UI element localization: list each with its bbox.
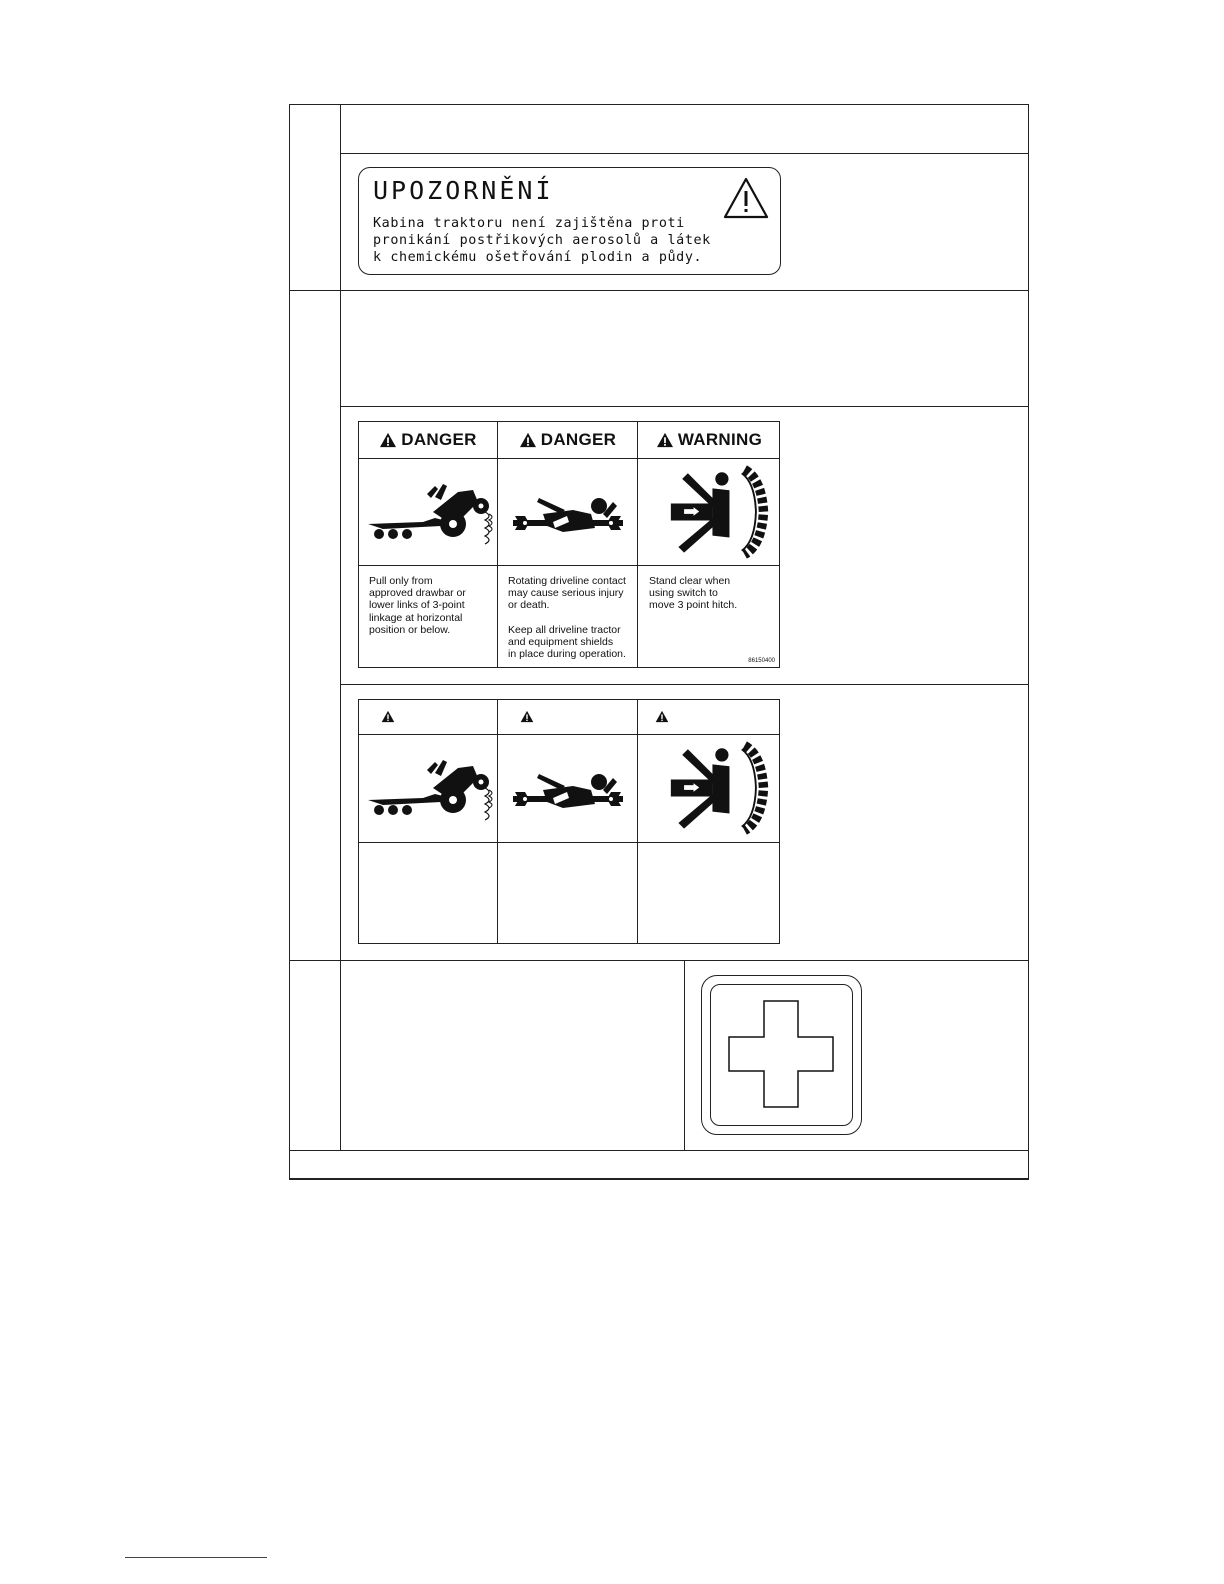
- decal-line: Kabina traktoru není zajištěna proti: [373, 216, 685, 231]
- driveline-entanglement-icon: [503, 748, 633, 828]
- panel-message: Stand clear when using switch to move 3 point hitch.: [649, 575, 738, 612]
- panel-header-warning: WARNING: [638, 422, 780, 458]
- hazard-alert-icon: [381, 710, 395, 723]
- part-number: 86150400: [748, 658, 775, 664]
- decal-line: k chemickému ošetřování plodin a půdy.: [373, 250, 703, 265]
- tractor-drawbar-hazard-icon: [363, 748, 493, 828]
- footer-link-underline[interactable]: [125, 1557, 267, 1558]
- czech-warning-decal: [358, 167, 781, 275]
- panel-message: Rotating driveline contact may cause serious injury or death. Keep all driveline tractor and equipment shields in place during operation.: [508, 575, 626, 661]
- panel-header-danger: DANGER: [359, 422, 497, 458]
- hazard-alert-icon: [379, 432, 397, 448]
- hitch-crush-hazard-icon: [649, 736, 774, 840]
- hitch-crush-hazard-icon: [649, 460, 774, 564]
- english-safety-decal: [358, 421, 780, 668]
- first-aid-cross-icon: [728, 1000, 834, 1108]
- hazard-alert-icon: [656, 432, 674, 448]
- decal-line: pronikání postřikových aerosolů a látek: [373, 233, 711, 248]
- panel-message: Pull only from approved drawbar or lower links of 3-point linkage at horizontal position or below.: [369, 575, 466, 636]
- blank-safety-decal: [358, 699, 780, 944]
- decal-title: UPOZORNĚNÍ: [373, 176, 554, 205]
- warning-triangle-icon: [722, 176, 770, 220]
- tractor-drawbar-hazard-icon: [363, 472, 493, 552]
- hazard-alert-icon: [520, 710, 534, 723]
- panel-header-danger: DANGER: [498, 422, 637, 458]
- driveline-entanglement-icon: [503, 472, 633, 552]
- hazard-alert-icon: [655, 710, 669, 723]
- hazard-alert-icon: [519, 432, 537, 448]
- first-aid-symbol: [701, 975, 862, 1135]
